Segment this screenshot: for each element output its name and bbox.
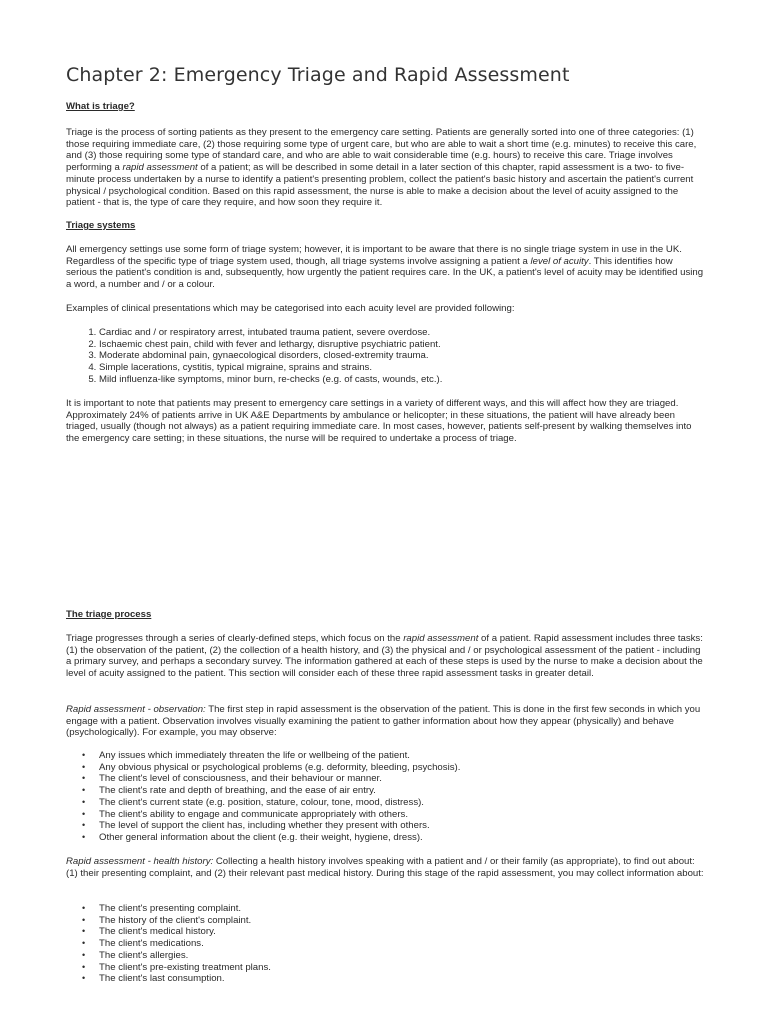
paragraph-triage-systems-1: All emergency settings use some form of triage system; however, it is important to be aware that there is no single triage system in use in the UK. Regardless of the specific type of triage system used, though, all triage systems involve assigning a patient a level of acuity. This identifies how serious the patient's condition is and, subsequently, how urgently the patient requires care. In the UK, a patient's level of acuity may be identified using a word, a number and / or a colour.: [66, 244, 704, 291]
health-history-list: [66, 903, 706, 985]
list-item: • The client's rate and depth of breathing, and the ease of air entry.: [66, 785, 706, 797]
list-item: 5. Mild influenza-like symptoms, minor burn, re-checks (e.g. of casts, wounds, etc.).: [99, 374, 706, 386]
list-item: 2. Ischaemic chest pain, child with fever and lethargy, disruptive psychiatric patient.: [99, 339, 706, 351]
acuity-examples-list: [66, 327, 706, 386]
paragraph-triage-systems-3: It is important to note that patients may present to emergency care settings in a variety of different ways, and this will affect how they are triaged. Approximately 24% of patients arrive in UK A&E Departments by ambulance or helicopter; in these situations, the patient will have already been triaged, usually (though not always) as a patient requiring immediate care. In most cases, however, patients self-present by walking themselves into the emergency care setting; in these situations, the nurse will be required to undertake a process of triage.: [66, 398, 692, 445]
paragraph-observation: Rapid assessment - observation: The first step in rapid assessment is the observation of the patient. This is done in the first few seconds in which you engage with a patient. Observation involves visually examining the patient to gather information about how they appear (physically) and behave (psychologically). For example, you may observe:: [66, 704, 701, 739]
paragraph-what-is-triage: Triage is the process of sorting patients as they present to the emergency care setting. Patients are generally sorted into one of three categories: (1) those requiring immediate care, (2) those requiring some type of urgent care, but who are able to wait a short time (e.g. minutes) to receive this care, and (3) those requiring some type of standard care, and who are able to wait considerable time (e.g. hours) to receive this care. Triage involves performing a rapid assessment of a patient; as will be described in some detail in a later section of this chapter, rapid assessment is a two- to five-minute process undertaken by a nurse to identify a patient's presenting problem, collect the patient's basic history and ascertain the patient's current physical / psychological condition. Based on this rapid assessment, the nurse is able to make a decision about the level of acuity assigned to the patient - that is, the type of care they require, and how soon they require it.: [66, 127, 697, 209]
list-item: • The history of the client's complaint.: [66, 915, 706, 927]
heading-what-is-triage: What is triage?: [66, 101, 135, 112]
list-item: • The client's medical history.: [66, 926, 706, 938]
list-item: • The client's pre-existing treatment plans.: [66, 962, 706, 974]
list-item: 4. Simple lacerations, cystitis, typical migraine, sprains and strains.: [99, 362, 706, 374]
page-title: Chapter 2: Emergency Triage and Rapid Assessment: [66, 64, 570, 86]
paragraph-triage-process-1: Triage progresses through a series of clearly-defined steps, which focus on the rapid assessment of a patient. Rapid assessment includes three tasks: (1) the observation of the patient, (2) the collection of a health history, and (3) the physical and / or psychological assessment of the patient - including a primary survey, and perhaps a secondary survey. The information gathered at each of these steps is used by the nurse to make a decision about the level of acuity assigned to the patient. This section will consider each of these three rapid assessment tasks in greater detail.: [66, 633, 703, 680]
list-item: • The client's level of consciousness, and their behaviour or manner.: [66, 773, 706, 785]
paragraph-health-history: Rapid assessment - health history: Collecting a health history involves speaking with a patient and / or their family (as appropriate), to find out about: (1) their presenting complaint, and (2) their relevant past medical history. During this stage of the rapid assessment, you may collect information about:: [66, 856, 704, 879]
list-item: • Other general information about the client (e.g. their weight, hygiene, dress).: [66, 832, 706, 844]
observation-list: [66, 750, 706, 844]
list-item: • The client's last consumption.: [66, 973, 706, 985]
list-item: • The client's medications.: [66, 938, 706, 950]
list-item: • The level of support the client has, including whether they present with others.: [66, 820, 706, 832]
heading-triage-systems: Triage systems: [66, 220, 136, 231]
list-item: • The client's allergies.: [66, 950, 706, 962]
list-item: 3. Moderate abdominal pain, gynaecological disorders, closed-extremity trauma.: [99, 350, 706, 362]
list-item: • The client's ability to engage and communicate appropriately with others.: [66, 809, 706, 821]
paragraph-triage-systems-2: Examples of clinical presentations which may be categorised into each acuity level are provided following:: [66, 303, 515, 314]
list-item: 1. Cardiac and / or respiratory arrest, intubated trauma patient, severe overdose.: [99, 327, 706, 339]
list-item: • The client's current state (e.g. position, stature, colour, tone, mood, distress).: [66, 797, 706, 809]
heading-triage-process: The triage process: [66, 609, 152, 620]
list-item: • The client's presenting complaint.: [66, 903, 706, 915]
list-item: • Any obvious physical or psychological problems (e.g. deformity, bleeding, psychosis).: [66, 762, 706, 774]
list-item: • Any issues which immediately threaten the life or wellbeing of the patient.: [66, 750, 706, 762]
